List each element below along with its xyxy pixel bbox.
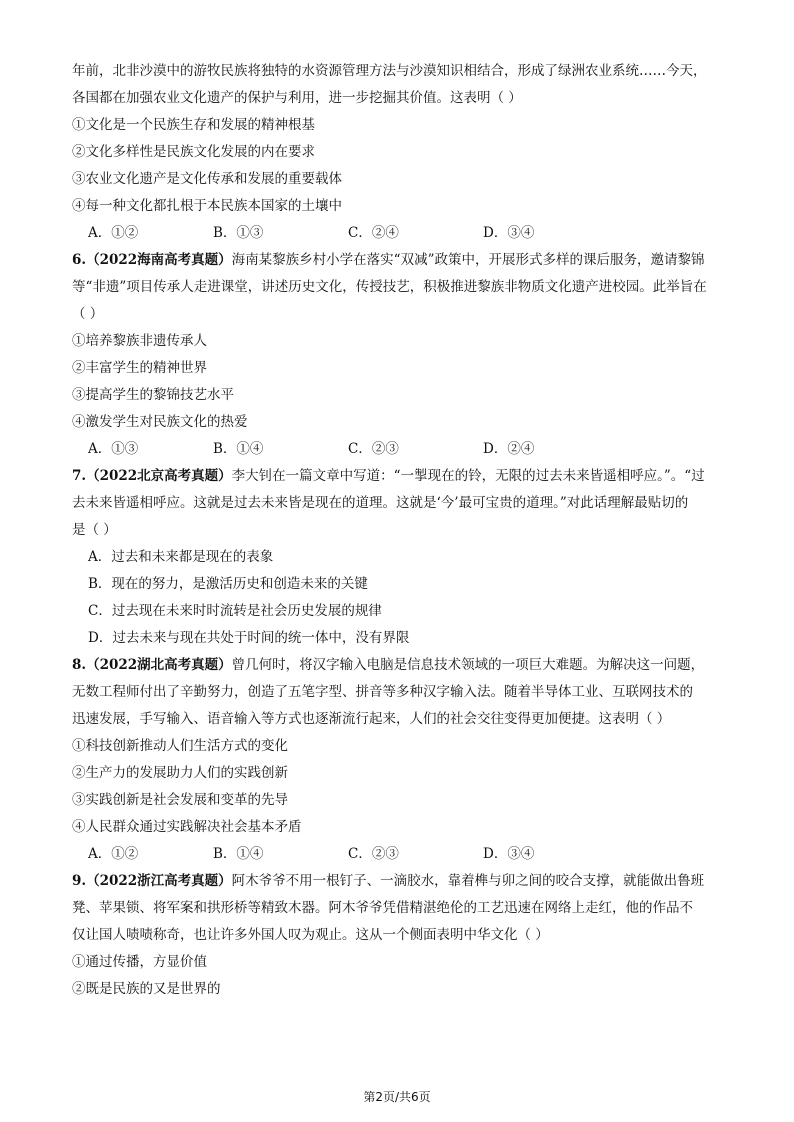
question-text-line: [72, 652, 722, 679]
question-text-line: 凳、苹果锁、将军案和拱形桥等精致木器。阿木爷爷凭借精湛绝伦的工艺迅速在网络上走红，他的作品不: [72, 900, 693, 916]
option-c[interactable]: C．过去现在未来时时流转是社会历史发展的规律: [88, 603, 382, 619]
question-source: 7.（2022北京高考真题）: [72, 468, 232, 484]
page-number-footer: 第2页/共6页: [363, 1090, 431, 1104]
question-8: [72, 652, 722, 868]
question-5: [72, 58, 722, 247]
answer-options: [72, 220, 722, 247]
question-text: 曾几何时，将汉字输入电脑是信息技术领域的一项巨大难题。为解决这一问题，: [231, 657, 705, 673]
question-text-line: 无数工程师付出了辛勤努力，创造了五笔字型、拼音等多种汉字输入法。随着半导体工业、互联网技术的: [72, 684, 693, 700]
option-b[interactable]: B．①③: [213, 225, 264, 241]
question-text-line: 各国都在加强农业文化遗产的保护与利用，进一步挖掘其价值。这表明（ ）: [72, 90, 522, 106]
statement-item: ②生产力的发展助力人们的实践创新: [72, 765, 288, 781]
option-d[interactable]: D．③④: [483, 846, 535, 862]
statement-item: ③实践创新是社会发展和变革的先导: [72, 792, 288, 808]
question-text-line: 等“非遗”项目传承人走进课堂，讲述历史文化，传授技艺，积极推进黎族非物质文化遗产进校园。此举旨在: [72, 279, 707, 295]
question-text-line: 是（ ）: [72, 522, 117, 538]
statement-item: ④每一种文化都扎根于本民族本国家的土壤中: [72, 198, 342, 214]
option-a[interactable]: A．过去和未来都是现在的表象: [88, 549, 274, 565]
option-b[interactable]: B．现在的努力，是激活历史和创造未来的关键: [88, 576, 368, 592]
question-7: [72, 463, 722, 652]
option-d[interactable]: D．②④: [483, 441, 535, 457]
statement-item: ①通过传播，方显价值: [72, 954, 207, 970]
statement-item: ②既是民族的又是世界的: [72, 981, 221, 997]
question-text-line: [72, 463, 722, 490]
question-text-line: （ ）: [72, 306, 104, 322]
question-6: [72, 247, 722, 463]
question-source: 8.（2022湖北高考真题）: [72, 657, 232, 673]
question-source: 9.（2022浙江高考真题）: [72, 873, 232, 889]
statement-item: ①文化是一个民族生存和发展的精神根基: [72, 117, 315, 133]
question-text-line: 迅速发展，手写输入、语音输入等方式也逐渐流行起来，人们的社会交往变得更加便捷。这表明（ ）: [72, 711, 671, 727]
question-text-line: 去未来皆遥相呼应。这就是过去未来皆是现在的道理。这就是‘今’最可宝贵的道理。”对此话理解最贴切的: [72, 495, 689, 511]
option-c[interactable]: C．②④: [348, 225, 399, 241]
statement-item: ③提高学生的黎锦技艺水平: [72, 387, 234, 403]
option-c[interactable]: C．②③: [348, 441, 399, 457]
question-text: 阿木爷爷不用一根钉子、一滴胶水，靠着榫与卯之间的咬合支撑，就能做出鲁班: [231, 873, 705, 889]
answer-options: [72, 841, 722, 868]
statement-item: ①培养黎族非遗传承人: [72, 333, 207, 349]
option-b[interactable]: B．①④: [213, 441, 264, 457]
question-text-line: 仅让国人啧啧称奇，也让许多外国人叹为观止。这从一个侧面表明中华文化（ ）: [72, 927, 549, 943]
option-d[interactable]: D．③④: [483, 225, 535, 241]
statement-item: ②文化多样性是民族文化发展的内在要求: [72, 144, 315, 160]
option-a[interactable]: A．①②: [88, 846, 139, 862]
question-text: 李大钊在一篇文章中写道：“一掣现在的铃，无限的过去未来皆遥相呼应。”。“过: [231, 468, 705, 484]
option-c[interactable]: C．②③: [348, 846, 399, 862]
statement-item: ③农业文化遗产是文化传承和发展的重要载体: [72, 171, 342, 187]
option-a[interactable]: A．①③: [88, 441, 139, 457]
question-9: [72, 868, 722, 1003]
question-text-line: [72, 247, 722, 274]
option-a[interactable]: A．①②: [88, 225, 139, 241]
question-text: 海南某黎族乡村小学在落实“双减”政策中，开展形式多样的课后服务，邀请黎锦: [231, 252, 705, 268]
statement-item: ①科技创新推动人们生活方式的变化: [72, 738, 288, 754]
question-text-line: 年前，北非沙漠中的游牧民族将独特的水资源管理方法与沙漠知识相结合，形成了绿洲农业系统……今天，: [72, 63, 707, 79]
question-text-line: [72, 868, 722, 895]
option-d[interactable]: D．过去未来与现在共处于时间的统一体中，没有界限: [88, 630, 410, 646]
answer-options: [72, 436, 722, 463]
statement-item: ④激发学生对民族文化的热爱: [72, 414, 248, 430]
statement-item: ④人民群众通过实践解决社会基本矛盾: [72, 819, 302, 835]
option-b[interactable]: B．①④: [213, 846, 264, 862]
statement-item: ②丰富学生的精神世界: [72, 360, 207, 376]
question-source: 6.（2022海南高考真题）: [72, 252, 232, 268]
exam-page: [72, 58, 722, 1003]
